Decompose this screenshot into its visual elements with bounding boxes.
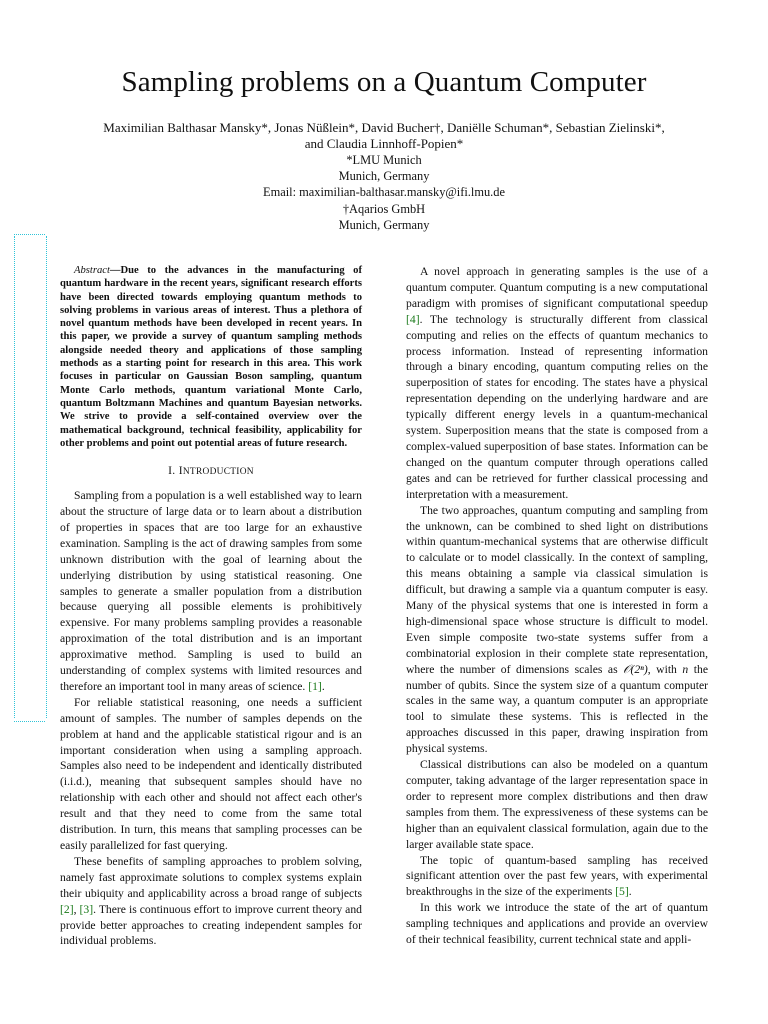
right-paragraph-3: Classical distributions can also be modeled on a quantum computer, taking advantage of the larger representation space in order to represent more complex distributions and then draw samples from them. The expressiveness of these systems can be higher than an equivalent classical formulation, again due to the larger available state space.: [406, 758, 708, 851]
section-number: I.: [168, 464, 179, 478]
intro-p1-end: .: [321, 679, 325, 693]
right-p2-text-c: the number of qubits. Since the system size of a quantum computer scales in the same way, a quantum computer is an appropriate tool to simulate these systems. This is reflected in the approaches discussed in this paper, drawing inspiration from physical systems.: [406, 662, 708, 756]
abstract-text: —Due to the advances in the manufacturing of quantum hardware in the recent years, significant research efforts have been directed towards employing quantum methods to solving problems in various areas of interest. Thus a plethora of novel quantum methods have been developed in recent years. In this paper, we provide a survey of quantum sampling methods alongside needed theory and applications of those sampling methods as a starting point for research in this area. This work focuses in particular on Gaussian Boson sampling, quantum Monte Carlo methods, quantum variational Monte Carlo, quantum Boltzmann Machines and quantum Bayesian networks. We strive to provide a self-contained overview over the mathematical background, technical feasibility, applicability for other problems and point out potential areas of future research.: [60, 265, 362, 449]
intro-p3-text-a: These benefits of sampling approaches to problem solving, namely fast approximate solutions to complex systems explain their ubiquity and applicability across a broad range of subjects: [60, 854, 362, 900]
citation-2[interactable]: [2]: [60, 902, 74, 916]
affiliation-2: †Aqarios GmbH: [342, 201, 426, 216]
intro-p3-text-b: . There is continuous effort to improve current theory and provide better approaches to creating independent samples for individual problems.: [60, 902, 362, 948]
right-paragraph-4: [406, 853, 708, 901]
right-p1-text-a: A novel approach in generating samples is the use of a quantum computer. Quantum computing is a new computational paradigm with promises of significant computational speedup: [406, 265, 708, 310]
right-p2-text-b: , with: [647, 662, 683, 676]
affiliations: [0, 152, 768, 233]
abstract-label: Abstract: [74, 265, 110, 276]
intro-paragraph-2: For reliable statistical reasoning, one needs a sufficient amount of samples. The number of samples depends on the problem at hand and the applicable statistical rigour and is an important consideration when using a sampling approach. Samples also need to be independent and identically distributed (i.i.d.), meaning that subsequent samples should have no relationship with each other and should not affect each other's result and that they need to come from the same total distribution. In turn, this means that sampling processes can be easily parallelized for fast querying.: [60, 695, 362, 852]
author-line-2: and Claudia Linnhoff-Popien*: [304, 136, 464, 151]
margin-annotation-sides: [14, 236, 47, 718]
right-column: [406, 264, 708, 948]
affiliation-city-2: Munich, Germany: [338, 217, 430, 232]
complexity-expression: 𝒪(2ⁿ): [623, 662, 648, 676]
author-list: [40, 120, 728, 152]
paper-title: Sampling problems on a Quantum Computer: [121, 66, 647, 98]
author-line-1: Maximilian Balthasar Mansky*, Jonas Nüßlein*, David Bucher†, Daniëlle Schuman*, Sebastian Zielinski*,: [103, 120, 665, 135]
right-paragraph-2: [406, 503, 708, 758]
right-paragraph-5: In this work we introduce the state of the art of quantum sampling techniques and applications and provide an overview of their technical feasibility, current technical state and appli-: [406, 901, 708, 947]
citation-1[interactable]: [1]: [308, 679, 322, 693]
right-p1-text-b: . The technology is structurally different from classical computing and relies on the effects of quantum mechanics to process information. Instead of representing information through a binary encoding, quantum computing relies on the superposition of states for encoding. The states have a physical representation depending on the underlying hardware and are typically different energy levels in a quantum-mechanical system. Superposition means that the state is composed from a complex-valued superposition of base states. Information can be changed on the quantum computer through operations called gates and can be retrieved for further classical processing and interpretation with a measurement.: [406, 312, 708, 501]
intro-paragraph-1: [60, 488, 362, 695]
citation-5[interactable]: [5]: [615, 885, 629, 899]
right-p4-text-b: .: [628, 885, 632, 899]
abstract: [60, 264, 362, 450]
section-title-rest: NTRODUCTION: [182, 467, 254, 478]
variable-n: n: [682, 662, 689, 676]
citation-4[interactable]: [4]: [406, 312, 420, 326]
citation-separator: ,: [73, 902, 80, 916]
left-column: [60, 264, 362, 949]
section-heading-introduction: [60, 463, 362, 481]
right-p2-text-a: The two approaches, quantum computing and sampling from the unknown, can be combined to shed light on distributions within quantum-mechanical systems that are otherwise difficult to calculate or to model classically. In the context of sampling, this means obtaining a sample via classical simulation is difficult, but drawing a sample via a quantum computer is easy. Many of the physical systems that one is interested in form a high-dimensional space whose structure is difficult to model. Even simple composite two-state systems suffer from a combinatorial explosion in their complete state representation, where the number of dimensions scales as: [406, 503, 708, 676]
right-p4-text-a: The topic of quantum-based sampling has received significant attention over the past few years, with experimental breakthroughs in the size of the experiments: [406, 853, 708, 899]
intro-p1-text: Sampling from a population is a well established way to learn about the structure of large data or to learn about a distribution of properties in spaces that are too large for an exhaustive examination. Sampling is the act of drawing samples from some unknown distribution with the goal of learning about the underlying distribution by using statistical reasoning. One samples to generate a smaller population from a distribution because querying all possible elements is prohibitively expensive. For many problems sampling provides a reasonable approximation of the total distribution and is an important approximative method. Sampling is used to build an understanding of complex systems with limited resources and therefore an important tool in many areas of science.: [60, 489, 362, 693]
citation-3[interactable]: [3]: [79, 902, 94, 916]
section-initial: I: [178, 464, 183, 478]
intro-paragraph-3: [60, 854, 362, 949]
affiliation-1: *LMU Munich: [346, 153, 422, 167]
affiliation-city-1: Munich, Germany: [338, 169, 430, 184]
affiliation-email: Email: maximilian-balthasar.mansky@ifi.lmu.de: [263, 185, 505, 200]
right-paragraph-1: [406, 264, 708, 503]
